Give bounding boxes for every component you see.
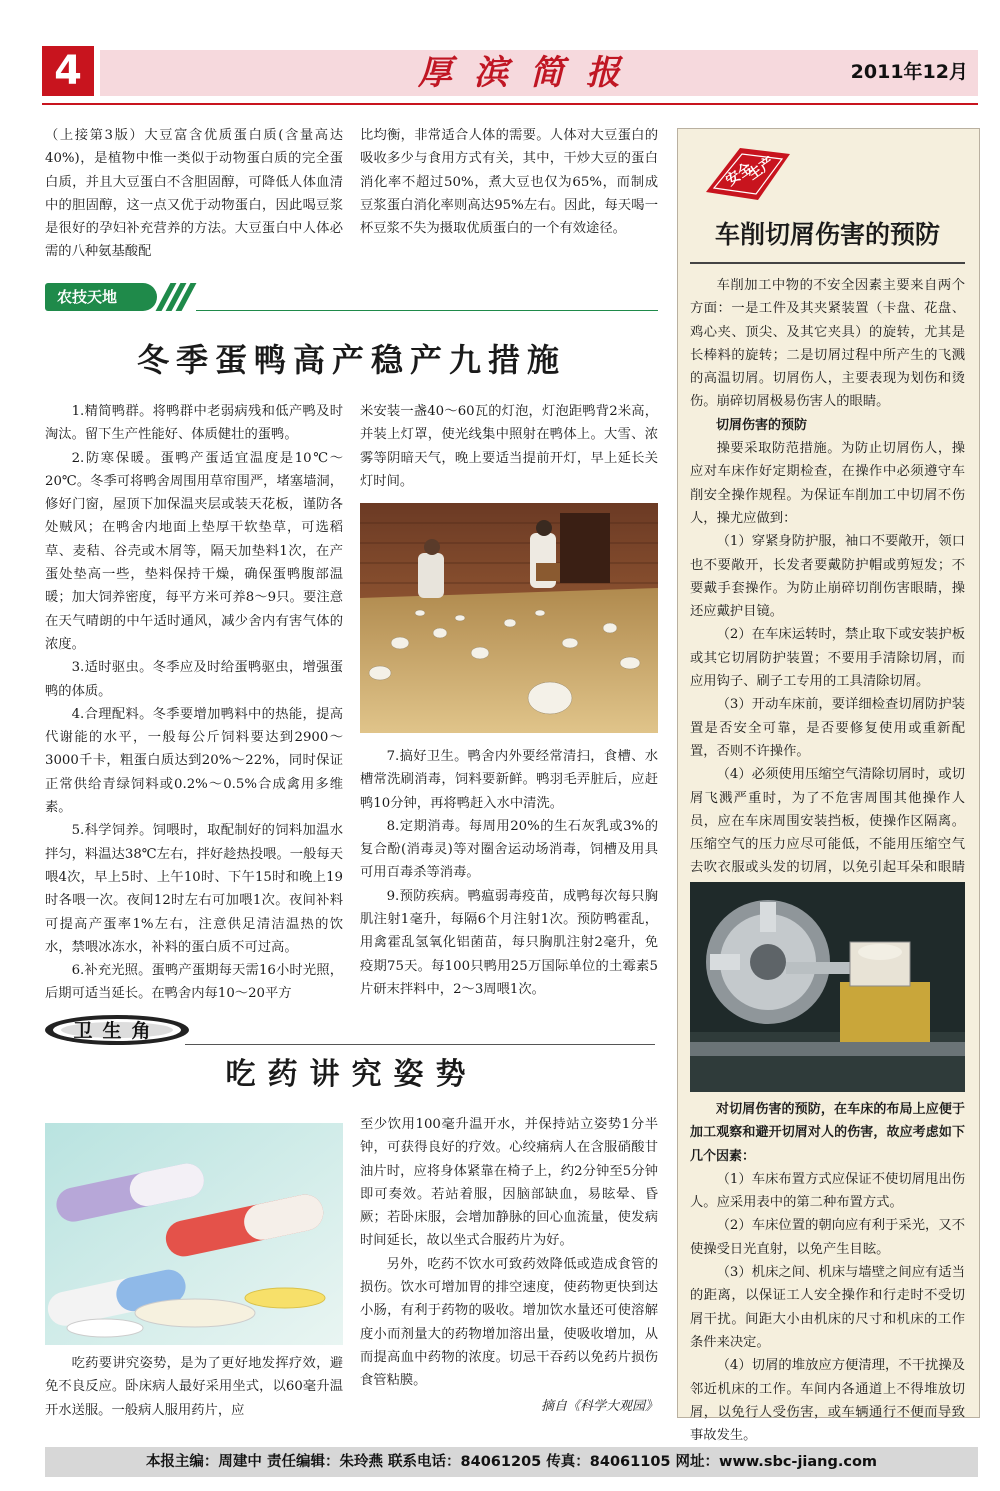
safety-production-badge	[700, 140, 796, 204]
health-source: 摘自《科学大观园》	[540, 1399, 658, 1414]
farm-paragraph: 1.精简鸭群。将鸭群中老弱病残和低产鸭及时淘汰。留下生产性能好、体质健壮的蛋鸭。	[45, 404, 343, 443]
farm-paragraph: 7.搞好卫生。鸭舍内外要经常清扫，食槽、水槽常洗刷消毒，饲料要新鲜。鸭羽毛弄脏后，应赶鸭10分钟，再将鸭赶入水中清洗。	[360, 749, 658, 811]
farm-tag-label: 农技天地	[45, 283, 157, 311]
duck-barn-photo	[360, 503, 658, 733]
farm-article-title: 冬季蛋鸭高产稳产九措施	[136, 341, 566, 379]
sidebar-paragraph: （1）车床布置方式应保证不使切屑甩出伤人。应采用表中的第二种布置方式。	[690, 1171, 965, 1211]
farm-col-1	[45, 400, 343, 1006]
health-section-tag	[42, 1012, 192, 1048]
sidebar-paragraph: （3）机床之间、机床与墙壁之间应有适当的距离，以保证工人安全操作和行走时不受切屑干扰。间距大小由机床的尺寸和机床的工作条件来决定。	[690, 1265, 965, 1350]
sidebar-paragraph: （2）车床位置的朝向应有利于采光，又不使操受日光直射，以免产生目眩。	[690, 1218, 965, 1257]
footer-credits: 本报主编：周建中 责任编辑：朱玲燕 联系电话：84061205 传真：84061105 网址：www.sbc-jiang.com	[45, 1447, 978, 1477]
farm-tag-rule	[196, 310, 658, 311]
health-paragraph: 另外，吃药不饮水可致药效降低或造成食管的损伤。饮水可增加胃的排空速度，使药物更快到达小肠，有利于药物的吸收。增加饮水量还可使溶解度小而剂量大的药物增加溶出量，使吸收增加，从而提高血中药物的浓度。切忌干吞药以免药片损伤食管粘膜。	[360, 1256, 658, 1389]
farm-col-2-top	[360, 400, 658, 493]
sidebar-paragraph: （3）开动车床前，要详细检查切屑防护装置是否安全可靠，是否要修复使用或重新配置，否则不许操作。	[690, 697, 965, 759]
sidebar-paragraph: （2）在车床运转时，禁止取下或安装护板或其它切屑防护装置；不要用手清除切屑，而应用钩子、刷子工专用的工具清除切屑。	[690, 627, 965, 690]
farm-paragraph: 5.科学饲养。饲喂时，取配制好的饲料加温水拌匀，料温达38℃左右，拌好趁热投喂。一般每天喂4次，早上5时、上午10时、下午15时和晚上19时各喂一次。夜间12时左右可加喂1次。夜间补料可提高产蛋率1%左右，注意供足清洁温热的饮水，禁喂冰冻水，补料的蛋白质不可过高。	[45, 823, 343, 955]
masthead-title: 厚滨简报	[418, 53, 642, 93]
sidebar-paragraph: （4）切屑的堆放应方便清理，不干扰操及邻近机床的工作。车间内各通道上不得堆放切屑，以免行人受伤害，或车辆通行不便而导致事故发生。	[690, 1358, 965, 1444]
sidebar-rule	[690, 262, 965, 264]
farm-section-tag	[45, 283, 195, 313]
health-col-1	[45, 1352, 343, 1422]
farm-paragraph: 9.预防疾病。鸭瘟弱毒疫苗，成鸭每次每只胸肌注射1毫升，每隔6个月注射1次。预防鸭霍乱，用禽霍乱氢氧化铝菌苗，每只胸肌注射2毫升，免疫期75天。每100只鸭用25万国际单位的土霉素5片研末拌料中，2～3周喂1次。	[360, 888, 658, 997]
health-tag-rule	[185, 1044, 655, 1045]
health-paragraph: 至少饮用100毫升温开水，并保持站立姿势1分半钟，可获得良好的疗效。心绞痛病人在含服硝酸甘油片时，应将身体紧靠在椅子上，约2分钟至5分钟即可奏效。若站着服，因脑部缺血，易眩晕、昏厥；若卧床服，会增加静脉的回心血流量，使发病时间延长，故以坐式合服药片为好。	[360, 1117, 658, 1249]
page-number: 4	[42, 46, 94, 96]
sidebar-paragraph: （4）必须使用压缩空气清除切屑时，或切屑飞溅严重时，为了不危害周围其他操作人员，应在车床周围安装挡板，使操作区隔离。压缩空气的压力应尽可能低，不能用压缩空气去吹衣服或头发的切屑，以免引起耳朵和眼睛	[690, 767, 965, 876]
sidebar-subhead: 切屑伤害的预防	[716, 417, 808, 433]
sidebar-paragraph: 操要采取防范措施。为防止切屑伤人，操应对车床作好定期检查，在操作中必须遵守车削安全操作规程。为保证车削加工中切屑不伤人，操尤应做到：	[690, 441, 965, 526]
sidebar-text-bottom	[690, 1098, 965, 1447]
farm-col-2-bottom	[360, 745, 658, 1001]
continuation-col-1	[45, 124, 343, 264]
farm-paragraph: 2.防寒保暖。蛋鸭产蛋适宜温度是10℃～20℃。冬季可将鸭舍周围用草帘围严，堵塞墙洞，修好门窗，屋顶下加保温夹层或装天花板，谨防各处贼风；在鸭舍内地面上垫厚干软垫草，可选稻草、麦秸、谷壳或木屑等，隔天加垫料1次，在产蛋处垫高一些，垫料保持干燥，确保蛋鸭腹部温暖；加大饲养密度，每平方米可养8～9只。要注意在天气晴朗的中午适时通风，减少舍内有害气体的浓度。	[45, 450, 343, 652]
issue-date: 2011年12月	[850, 61, 968, 83]
continuation-text-2: 比均衡，非常适合人体的需要。人体对大豆蛋白的吸收多少与食用方式有关，其中，干炒大豆的蛋白消化率不超过50%，煮大豆也仅为65%，而制成豆浆蛋白消化率则高达95%左右。因此，每天喝一杯豆浆不失为摄取优质蛋白的一个有效途径。	[360, 128, 658, 237]
continuation-text-1: （上接第3版）大豆富含优质蛋白质(含量高达40%)，是植物中惟一类似于动物蛋白质的完全蛋白质，并且大豆蛋白不含胆固醇，可降低人体血清中的胆固醇，这一点又优于动物蛋白，因此喝豆浆是很好的孕妇补充营养的方法。大豆蛋白中人体必需的八种氨基酸配	[45, 128, 343, 260]
sidebar-title: 车削切屑伤害的预防	[714, 220, 940, 249]
farm-paragraph: 6.补充光照。蛋鸭产蛋期每天需16小时光照，后期可适当延长。在鸭舍内每10～20平方	[45, 963, 343, 1002]
farm-paragraph: 4.合理配料。冬季要增加鸭料中的热能，提高代谢能的水平，一般每公斤饲料要达到2900～3000千卡，粗蛋白质达到20%～22%，同时保证正常供给青绿饲料或0.2%～0.5%合成禽用多维素。	[45, 706, 343, 816]
lathe-photo	[690, 882, 965, 1092]
farm-paragraph: 3.适时驱虫。冬季应及时给蛋鸭驱虫，增强蛋鸭的体质。	[45, 660, 343, 699]
health-tag-label: 卫生角	[73, 1020, 161, 1042]
continuation-col-2	[360, 124, 658, 240]
health-col-2	[360, 1113, 658, 1393]
badge-text-2: 生产	[745, 154, 778, 184]
sidebar-lead: 对切屑伤害的预防，在车床的布局上应便于加工观察和避开切屑对人的伤害，故应考虑如下几个因素：	[690, 1102, 965, 1164]
header-rule	[42, 103, 978, 105]
pills-photo	[45, 1123, 343, 1345]
sidebar-paragraph: （1）穿紧身防护服，袖口不要敞开，领口也不要敞开，长发者要戴防护帽或剪短发；不要戴手套操作。为防止崩碎切削伤害眼睛，操还应戴护目镜。	[690, 534, 965, 620]
sidebar-text-top	[690, 274, 965, 903]
badge-text-1: 安全	[723, 160, 756, 190]
page-header	[42, 40, 978, 102]
sidebar-paragraph: 车削加工中物的不安全因素主要来自两个方面：一是工件及其夹紧装置（卡盘、花盘、鸡心夹、顶尖、及其它夹具）的旋转，尤其是长棒料的旋转；二是切屑过程中所产生的飞溅的高温切屑。切屑伤人，主要表现为划伤和烫伤。崩碎切屑极易伤害人的眼睛。	[690, 278, 965, 410]
farm-paragraph: 8.定期消毒。每周用20%的生石灰乳或3%的复合酚(消毒灵)等对圈舍运动场消毒，饲槽及用具可用百毒杀等消毒。	[360, 818, 658, 881]
farm-paragraph: 米安装一盏40～60瓦的灯泡，灯泡距鸭背2米高，并装上灯罩，使光线集中照射在鸭体上。大雪、浓雾等阴暗天气，晚上要适当提前开灯，早上延长关灯时间。	[360, 404, 658, 489]
health-article-title: 吃药讲究姿势	[225, 1057, 478, 1092]
health-paragraph: 吃药要讲究姿势，是为了更好地发挥疗效，避免不良反应。卧床病人最好采用坐式，以60毫升温开水送服。一般病人服用药片，应	[45, 1356, 343, 1418]
